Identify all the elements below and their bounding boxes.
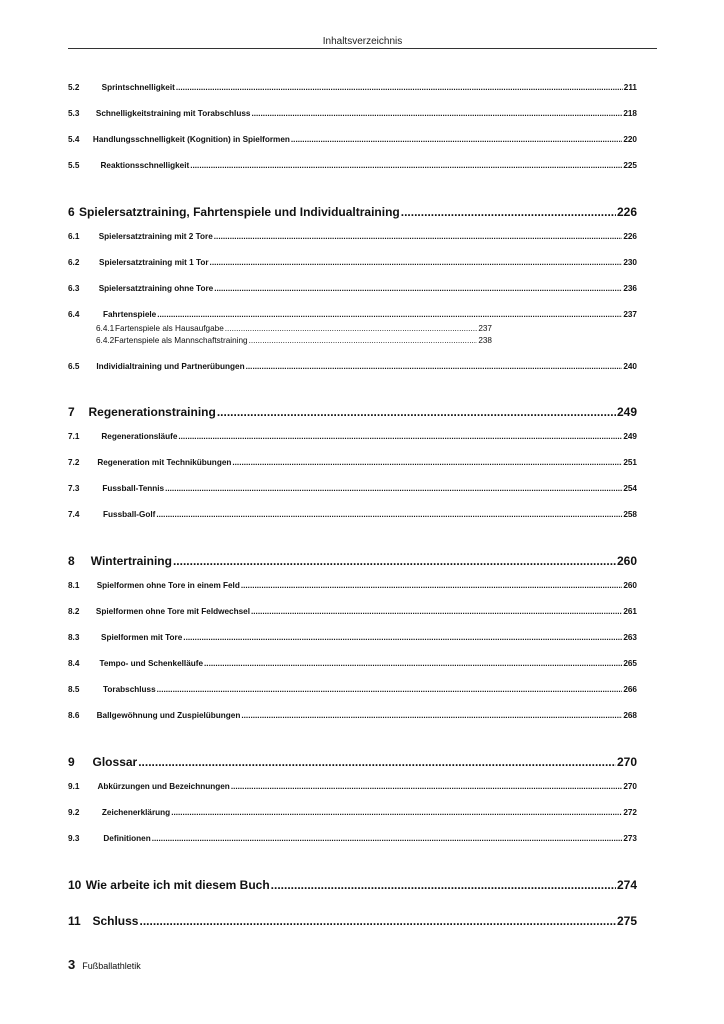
toc-entry-page: 263	[623, 633, 637, 642]
toc-entry-number: 7.3	[68, 484, 80, 493]
toc-entry-title: Spielformen mit Tore	[101, 633, 183, 642]
toc-section-row[interactable]	[68, 808, 637, 817]
toc-entry-number: 9.1	[68, 782, 80, 791]
toc-dot-leader	[401, 205, 616, 219]
toc-dot-leader	[157, 310, 622, 319]
toc-entry-title: Fussball-Golf	[103, 510, 156, 519]
toc-dot-leader	[241, 711, 622, 720]
page-footer	[68, 957, 141, 972]
toc-entry-page: 266	[623, 685, 637, 694]
toc-dot-leader	[176, 83, 623, 92]
toc-entry-page: 225	[623, 161, 637, 170]
toc-entry-title: Tempo- und Schenkelläufe	[99, 659, 204, 668]
toc-dot-leader	[214, 284, 622, 293]
toc-entry-title: Fartenspiele als Mannschaftstraining	[114, 336, 248, 345]
toc-section-row[interactable]	[68, 232, 637, 241]
toc-entry-page: 226	[623, 232, 637, 241]
toc-entry-page: 273	[623, 834, 637, 843]
toc-chapter-row[interactable]	[68, 554, 637, 568]
toc-section-row[interactable]	[68, 659, 637, 668]
toc-section-row[interactable]	[68, 135, 637, 144]
toc-entry-title: Spielformen ohne Tore mit Feldwechsel	[95, 607, 250, 616]
toc-entry-number: 8.2	[68, 607, 80, 616]
toc-dot-leader	[231, 782, 623, 791]
toc-entry-title: Torabschluss	[103, 685, 156, 694]
toc-entry-number: 9.2	[68, 808, 80, 817]
toc-dot-leader	[251, 109, 622, 118]
toc-section-row[interactable]	[68, 310, 637, 319]
toc-entry-title: Glossar	[92, 755, 138, 769]
toc-entry-number: 10	[68, 878, 82, 892]
toc-entry-page: 236	[623, 284, 637, 293]
toc-section-row[interactable]	[68, 782, 637, 791]
toc-entry-number: 6.5	[68, 362, 80, 371]
toc-dot-leader	[139, 914, 615, 928]
toc-entry-title: Individialtraining und Partnerübungen	[96, 362, 245, 371]
toc-entry-page: 275	[616, 914, 637, 928]
toc-entry-number: 7.2	[68, 458, 80, 467]
toc-entry-page: 258	[623, 510, 637, 519]
toc-entry-page: 240	[623, 362, 637, 371]
toc-entry-number: 9	[68, 755, 75, 769]
toc-dot-leader	[204, 659, 622, 668]
toc-entry-title: Sprintschnelligkeit	[101, 83, 175, 92]
toc-entry-page: 230	[623, 258, 637, 267]
toc-entry-page: 272	[623, 808, 637, 817]
toc-dot-leader	[171, 808, 622, 817]
toc-entry-number: 5.2	[68, 83, 80, 92]
toc-section-row[interactable]	[68, 258, 637, 267]
toc-entry-page: 260	[623, 581, 637, 590]
toc-entry-page: 265	[623, 659, 637, 668]
toc-section-row[interactable]	[68, 711, 637, 720]
toc-entry-number: 7.4	[68, 510, 80, 519]
running-header-title: Inhaltsverzeichnis	[322, 36, 403, 47]
toc-chapter-row[interactable]	[68, 914, 637, 928]
toc-entry-title: Fussball-Tennis	[102, 484, 165, 493]
toc-dot-leader	[173, 554, 616, 568]
toc-dot-leader	[214, 232, 623, 241]
toc-dot-leader	[232, 458, 622, 467]
toc-entry-number: 6.2	[68, 258, 80, 267]
toc-entry-page: 226	[616, 205, 637, 219]
toc-entry-title: Spielersatztraining ohne Tore	[98, 284, 214, 293]
toc-section-row[interactable]	[68, 484, 637, 493]
toc-section-row[interactable]	[68, 109, 637, 118]
toc-dot-leader	[241, 581, 622, 590]
toc-entry-title: Spielersatztraining mit 1 Tor	[99, 258, 209, 267]
toc-entry-page: 237	[623, 310, 637, 319]
toc-entry-title: Regeneration mit Technikübungen	[97, 458, 232, 467]
toc-entry-title: Fahrtenspiele	[102, 310, 157, 319]
toc-section-row[interactable]	[68, 432, 637, 441]
toc-entry-page: 274	[616, 878, 637, 892]
toc-chapter-row[interactable]	[68, 205, 637, 219]
toc-entry-title: Wintertraining	[90, 554, 172, 568]
toc-entry-page: 254	[623, 484, 637, 493]
toc-dot-leader	[156, 510, 622, 519]
toc-entry-number: 8.1	[68, 581, 80, 590]
toc-entry-page: 260	[616, 554, 637, 568]
toc-entry-title: Schluss	[92, 914, 139, 928]
toc-entry-page: 249	[623, 432, 637, 441]
toc-entry-number: 9.3	[68, 834, 80, 843]
toc-entry-title: Spielformen ohne Tore in einem Feld	[96, 581, 240, 590]
toc-entry-number: 5.4	[68, 135, 80, 144]
footer-book-title: Fußballathletik	[82, 961, 141, 971]
toc-section-row[interactable]	[68, 362, 637, 371]
toc-entry-page: 270	[623, 782, 637, 791]
toc-entry-number: 11	[68, 914, 81, 928]
toc-section-row[interactable]	[68, 284, 637, 293]
toc-entry-title: Ballgewöhnung und Zuspielübungen	[96, 711, 241, 720]
toc-entry-title: Zeichenerklärung	[101, 808, 171, 817]
toc-entry-title: Wie arbeite ich mit diesem Buch	[85, 878, 270, 892]
toc-section-row[interactable]	[68, 510, 637, 519]
toc-entry-title: Fartenspiele als Hausaufgabe	[114, 324, 224, 333]
toc-entry-number: 8.6	[68, 711, 80, 720]
toc-dot-leader	[157, 685, 623, 694]
toc-entry-number: 6.4.1	[96, 324, 115, 333]
toc-entry-title: Reaktionsschnelligkeit	[100, 161, 190, 170]
toc-subsection-row[interactable]	[96, 336, 492, 345]
toc-entry-number: 6.1	[68, 232, 80, 241]
toc-entry-number: 8.4	[68, 659, 80, 668]
toc-section-row[interactable]	[68, 161, 637, 170]
toc-dot-leader	[138, 755, 616, 769]
toc-dot-leader	[178, 432, 622, 441]
toc-entry-title: Handlungsschnelligkeit (Kognition) in Spielformen	[92, 135, 290, 144]
toc-section-row[interactable]	[68, 834, 637, 843]
toc-entry-number: 5.5	[68, 161, 80, 170]
toc-entry-page: 237	[478, 324, 492, 333]
toc-dot-leader	[165, 484, 622, 493]
toc-dot-leader	[152, 834, 623, 843]
toc-entry-title: Spielersatztraining, Fahrtenspiele und Individualtraining	[79, 205, 400, 219]
toc-dot-leader	[291, 135, 622, 144]
toc-dot-leader	[271, 878, 616, 892]
toc-subsection-row[interactable]	[96, 324, 492, 333]
toc-entry-page: 261	[623, 607, 637, 616]
toc-dot-leader	[246, 362, 623, 371]
toc-entry-title: Regenerationsläufe	[101, 432, 178, 441]
toc-dot-leader	[183, 633, 622, 642]
toc-entry-page: 238	[478, 336, 492, 345]
toc-chapter-row[interactable]	[68, 755, 637, 769]
toc-entry-title: Definitionen	[103, 834, 151, 843]
toc-dot-leader	[251, 607, 622, 616]
toc-entry-number: 6.4	[68, 310, 80, 319]
toc-section-row[interactable]	[68, 607, 637, 616]
toc-dot-leader	[217, 405, 616, 419]
footer-page-number: 3	[68, 957, 76, 972]
toc-entry-number: 8.3	[68, 633, 80, 642]
toc-dot-leader	[225, 324, 478, 333]
toc-entry-title: Regenerationstraining	[88, 405, 216, 419]
toc-entry-page: 211	[623, 83, 637, 92]
toc-entry-number: 7	[68, 405, 75, 419]
toc-entry-number: 8	[68, 554, 75, 568]
toc-entry-page: 218	[623, 109, 637, 118]
toc-section-row[interactable]	[68, 685, 637, 694]
toc-entry-page: 251	[623, 458, 637, 467]
toc-entry-number: 7.1	[68, 432, 80, 441]
toc-dot-leader	[210, 258, 623, 267]
toc-section-row[interactable]	[68, 83, 637, 92]
toc-entry-page: 249	[616, 405, 637, 419]
toc-entry-number: 5.3	[68, 109, 80, 118]
toc-dot-leader	[249, 336, 478, 345]
toc-entry-number: 8.5	[68, 685, 80, 694]
toc-entry-number: 6	[68, 205, 75, 219]
header-rule	[68, 48, 657, 49]
toc-entry-title: Abkürzungen und Bezeichnungen	[97, 782, 230, 791]
toc-section-row[interactable]	[68, 581, 637, 590]
toc-chapter-row[interactable]	[68, 878, 637, 892]
toc-entry-number: 6.3	[68, 284, 80, 293]
toc-entry-page: 220	[623, 135, 637, 144]
toc-entry-page: 268	[623, 711, 637, 720]
toc-chapter-row[interactable]	[68, 405, 637, 419]
toc-entry-title: Spielersatztraining mit 2 Tore	[98, 232, 213, 241]
toc-dot-leader	[190, 161, 622, 170]
toc-entry-title: Schnelligkeitstraining mit Torabschluss	[95, 109, 251, 118]
toc-section-row[interactable]	[68, 633, 637, 642]
toc-section-row[interactable]	[68, 458, 637, 467]
toc-entry-number: 6.4.2	[96, 336, 115, 345]
toc-entry-page: 270	[616, 755, 637, 769]
